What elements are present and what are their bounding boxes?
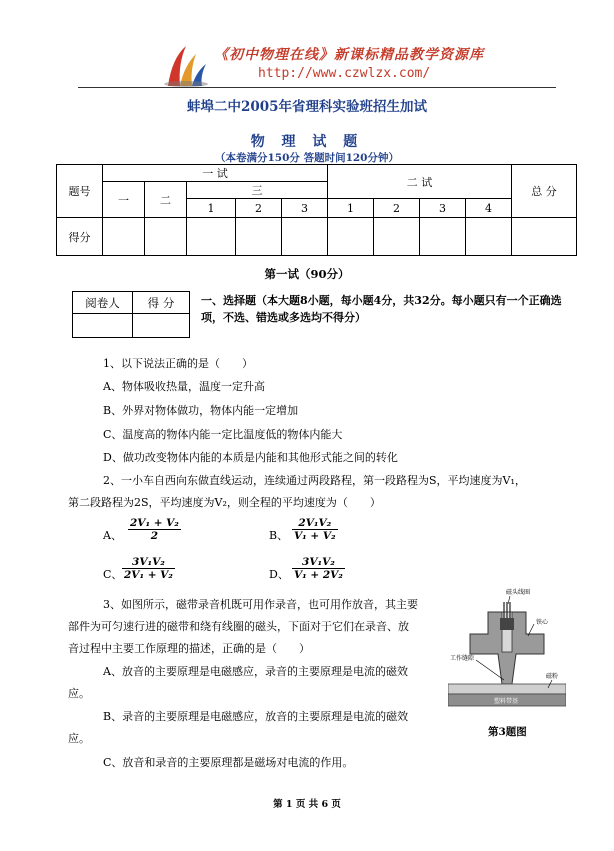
question-3-option: C、放音和录音的主要原理都是磁场对电流的作用。 (103, 756, 354, 769)
question-3-option: 应。 (68, 687, 90, 700)
question-2-fraction: $\frac{\text{2V₁V₂}}{\text{V₁ + V₂}}$ (294, 517, 336, 542)
score-cell[interactable] (466, 218, 512, 256)
question-2-option-label: D、 (269, 568, 289, 581)
item-header: 1 (187, 199, 236, 218)
question-1-option: C、温度高的物体内能一定比温度低的物体内能大 (103, 428, 343, 441)
part2-header: 二 试 (328, 165, 512, 199)
question-1-option: A、物体吸收热量，温度一定升高 (103, 380, 265, 393)
item-header: 3 (282, 199, 328, 218)
exam-title: 蚌埠二中2005年省理科实验班招生加试 (186, 99, 428, 115)
question-3-stem: 3、如图所示，磁带录音机既可用作录音，也可用作放音，其主要 (103, 598, 418, 611)
banner-url[interactable]: http://www.czwlzx.com/ (258, 66, 431, 81)
question-2-fraction: $\frac{\text{3V₁V₂}}{\text{V₁ + 2V₂}}$ (294, 556, 343, 581)
figure-caption: 第3题图 (488, 726, 527, 738)
score-cell[interactable] (103, 218, 145, 256)
score-table (56, 164, 577, 256)
total-header: 总 分 (512, 165, 577, 218)
label-coil: 磁头线圈 (506, 589, 531, 596)
score-cell[interactable] (512, 218, 577, 256)
tape-head-figure (448, 584, 566, 720)
question-3-stem: 音过程中主要工作原理的描述，正确的是（ ） (68, 642, 310, 655)
item-header: 1 (328, 199, 374, 218)
score-cell[interactable] (282, 218, 328, 256)
question-3-option: A、放音的主要原理是电磁感应，录音的主要原理是电流的磁效 (103, 665, 408, 678)
item-header: 4 (466, 199, 512, 218)
part1-header: 一 试 (103, 165, 328, 182)
section-intro: 一、选择题（本大题8小题，每小题4分，共32分。每小题只有一个正确选项，不选、错选或多选均不得分） (201, 294, 562, 324)
first-test-label: 第一试（90分） (264, 267, 350, 281)
score-cell[interactable] (420, 218, 466, 256)
question-3-option: B、录音的主要原理是电磁感应，放音的主要原理是电流的磁效 (103, 710, 409, 723)
subject-note: （本卷满分150分 答题时间120分钟） (215, 152, 399, 164)
section-header: 一 (103, 182, 145, 218)
question-1-option: B、外界对物体做功，物体内能一定增加 (103, 404, 299, 417)
score-label: 得 分 (133, 292, 190, 314)
score-cell[interactable] (133, 314, 190, 338)
banner-title: 《初中物理在线》新课标精品教学资源库 (214, 47, 484, 63)
grader-box (72, 291, 190, 338)
question-1-option: D、做功改变物体内能的本质是内能和其他形式能之间的转化 (103, 451, 398, 464)
item-header: 3 (420, 199, 466, 218)
site-logo-icon (162, 38, 210, 88)
row-label-number: 题号 (57, 165, 103, 218)
reviewer-cell[interactable] (73, 314, 133, 338)
section-header: 二 (145, 182, 187, 218)
subject-title: 物 理 试 题 (250, 134, 364, 150)
label-powder: 磁粉 (546, 673, 559, 680)
score-cell[interactable] (328, 218, 374, 256)
question-2-stem: 2、一小车自西向东做直线运动，连续通过两段路程，第一段路程为S，平均速度为V₁， (103, 474, 526, 487)
header-divider (78, 87, 556, 88)
question-3-option: 应。 (68, 732, 90, 745)
question-2-stem: 第二段路程为2S，平均速度为V₂，则全程的平均速度为（ ） (68, 496, 381, 509)
question-2-option-label: B、 (269, 529, 289, 542)
question-2-fraction: $\frac{\text{2V₁ + V₂}}{2}$ (130, 517, 179, 542)
label-core: 铁心 (536, 619, 549, 626)
question-2-fraction: $\frac{\text{3V₁V₂}}{\text{2V₁ + V₂}}$ (124, 556, 173, 581)
question-2-option-label: A、 (103, 529, 122, 542)
score-cell[interactable] (187, 218, 236, 256)
item-header: 2 (374, 199, 420, 218)
score-cell[interactable] (236, 218, 282, 256)
label-tape: 塑料带基 (494, 698, 519, 705)
section-header: 三 (187, 182, 328, 199)
label-gap: 工作缝隙 (450, 655, 475, 662)
question-3-stem: 部件为可匀速行进的磁带和绕有线圈的磁头，下面对于它们在录音、放 (68, 620, 409, 633)
question-1-stem: 1、以下说法正确的是（ ） (103, 357, 253, 370)
item-header: 2 (236, 199, 282, 218)
page-footer: 第 1 页 共 6 页 (273, 799, 341, 810)
score-cell[interactable] (145, 218, 187, 256)
question-2-option-label: C、 (103, 568, 123, 581)
score-cell[interactable] (374, 218, 420, 256)
reviewer-label: 阅卷人 (73, 292, 133, 314)
row-label-score: 得分 (57, 218, 103, 256)
